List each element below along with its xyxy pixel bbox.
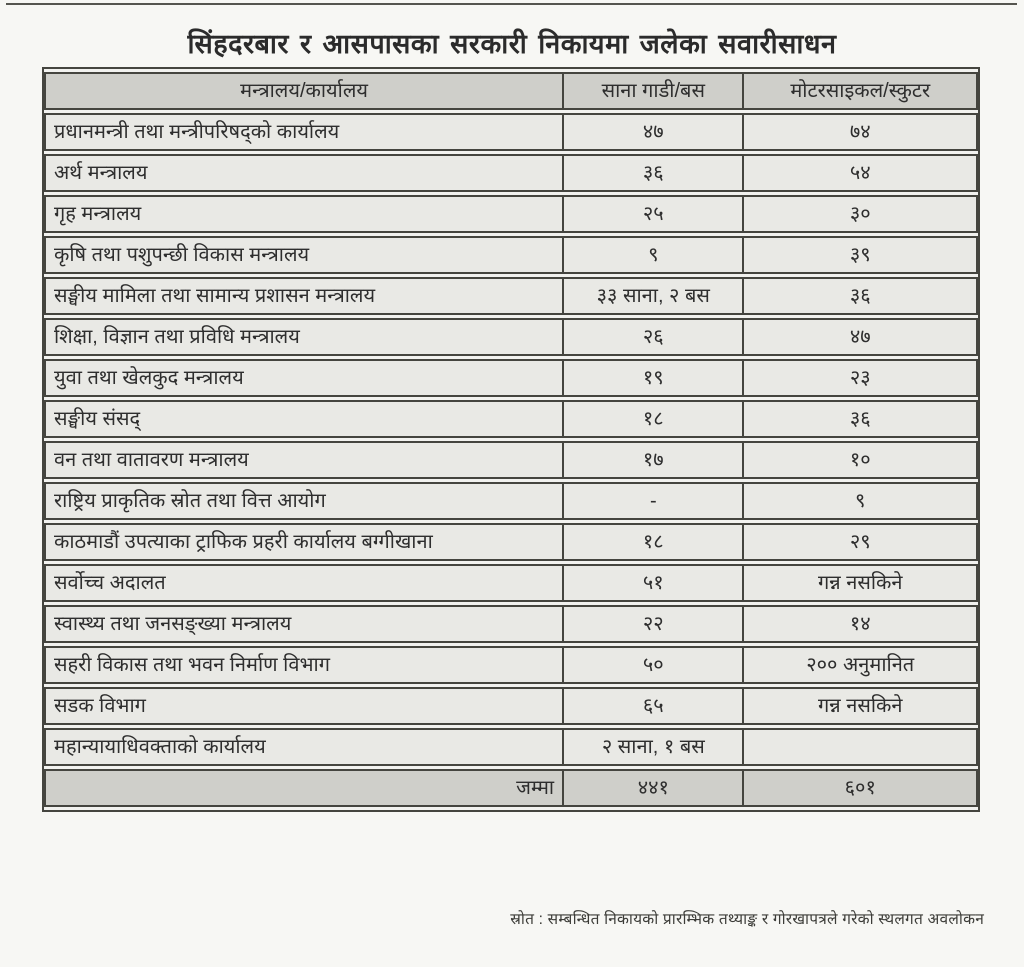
office-name-cell: सर्वोच्च अदालत (44, 564, 564, 602)
office-name-cell: सहरी विकास तथा भवन निर्माण विभाग (44, 646, 564, 684)
page-title: सिंहदरबार र आसपासका सरकारी निकायमा जलेका सवारीसाधन (187, 29, 837, 59)
motorcycles-cell: ४७ (744, 318, 978, 356)
motorcycles-cell: गन्न नसकिने (744, 564, 978, 602)
office-name-cell: युवा तथा खेलकुद मन्त्रालय (44, 359, 564, 397)
small-vehicles-cell: १९ (564, 359, 744, 397)
small-vehicles-cell: ४७ (564, 113, 744, 151)
total-row (44, 769, 978, 807)
motorcycles-cell: १४ (744, 605, 978, 643)
office-name-cell: कृषि तथा पशुपन्छी विकास मन्त्रालय (44, 236, 564, 274)
motorcycles-cell (744, 728, 978, 766)
small-vehicles-cell: २६ (564, 318, 744, 356)
motorcycles-cell: ३६ (744, 277, 978, 315)
motorcycles-cell: ७४ (744, 113, 978, 151)
office-name-cell: गृह मन्त्रालय (44, 195, 564, 233)
small-vehicles-cell: ५१ (564, 564, 744, 602)
motorcycles-cell: गन्न नसकिने (744, 687, 978, 725)
office-name-cell: वन तथा वातावरण मन्त्रालय (44, 441, 564, 479)
vehicles-table-container (42, 67, 980, 812)
table-row (44, 482, 978, 520)
motorcycles-cell: २३ (744, 359, 978, 397)
small-vehicles-cell: ९ (564, 236, 744, 274)
office-name-cell: काठमाडौं उपत्याका ट्राफिक प्रहरी कार्यालय बग्गीखाना (44, 523, 564, 561)
table-row (44, 154, 978, 192)
office-name-cell: प्रधानमन्त्री तथा मन्त्रीपरिषद्को कार्यालय (44, 113, 564, 151)
table-row (44, 728, 978, 766)
table-row (44, 318, 978, 356)
small-vehicles-cell: ३३ साना, २ बस (564, 277, 744, 315)
table-row (44, 564, 978, 602)
office-name-cell: सङ्घीय मामिला तथा सामान्य प्रशासन मन्त्रालय (44, 277, 564, 315)
office-name-cell: स्वास्थ्य तथा जनसङ्ख्या मन्त्रालय (44, 605, 564, 643)
motorcycles-cell: २९ (744, 523, 978, 561)
small-vehicles-cell: - (564, 482, 744, 520)
office-name-cell: सडक विभाग (44, 687, 564, 725)
motorcycles-cell: ३० (744, 195, 978, 233)
small-vehicles-cell: ३६ (564, 154, 744, 192)
total-motorcycles: ६०१ (744, 769, 978, 807)
motorcycles-cell: ५४ (744, 154, 978, 192)
motorcycles-cell: ३९ (744, 236, 978, 274)
office-name-cell: महान्यायाधिवक्ताको कार्यालय (44, 728, 564, 766)
table-row (44, 605, 978, 643)
small-vehicles-cell: १८ (564, 400, 744, 438)
small-vehicles-cell: ६५ (564, 687, 744, 725)
small-vehicles-cell: २२ (564, 605, 744, 643)
table-header-row (44, 72, 978, 110)
table-row (44, 646, 978, 684)
motorcycles-cell: ३६ (744, 400, 978, 438)
table-row (44, 359, 978, 397)
small-vehicles-cell: २ साना, १ बस (564, 728, 744, 766)
table-row (44, 441, 978, 479)
motorcycles-cell: १० (744, 441, 978, 479)
small-vehicles-cell: १८ (564, 523, 744, 561)
office-name-cell: शिक्षा, विज्ञान तथा प्रविधि मन्त्रालय (44, 318, 564, 356)
column-header-motorcycles: मोटरसाइकल/स्कुटर (744, 72, 978, 110)
office-name-cell: राष्ट्रिय प्राकृतिक स्रोत तथा वित्त आयोग (44, 482, 564, 520)
vehicles-table (44, 69, 978, 810)
small-vehicles-cell: २५ (564, 195, 744, 233)
table-row (44, 400, 978, 438)
small-vehicles-cell: १७ (564, 441, 744, 479)
motorcycles-cell: २०० अनुमानित (744, 646, 978, 684)
table-row (44, 236, 978, 274)
table-row (44, 113, 978, 151)
office-name-cell: अर्थ मन्त्रालय (44, 154, 564, 192)
total-label: जम्मा (44, 769, 564, 807)
total-small-vehicles: ४४१ (564, 769, 744, 807)
source-note: स्रोत : सम्बन्धित निकायको प्रारम्भिक तथ्याङ्क र गोरखापत्रले गरेको स्थलगत अवलोकन (510, 911, 984, 928)
motorcycles-cell: ९ (744, 482, 978, 520)
table-row (44, 523, 978, 561)
small-vehicles-cell: ५० (564, 646, 744, 684)
column-header-small-vehicles: साना गाडी/बस (564, 72, 744, 110)
column-header-office: मन्त्रालय/कार्यालय (44, 72, 564, 110)
office-name-cell: सङ्घीय संसद् (44, 400, 564, 438)
table-row (44, 195, 978, 233)
top-divider-line (6, 3, 1017, 5)
table-row (44, 277, 978, 315)
table-row (44, 687, 978, 725)
